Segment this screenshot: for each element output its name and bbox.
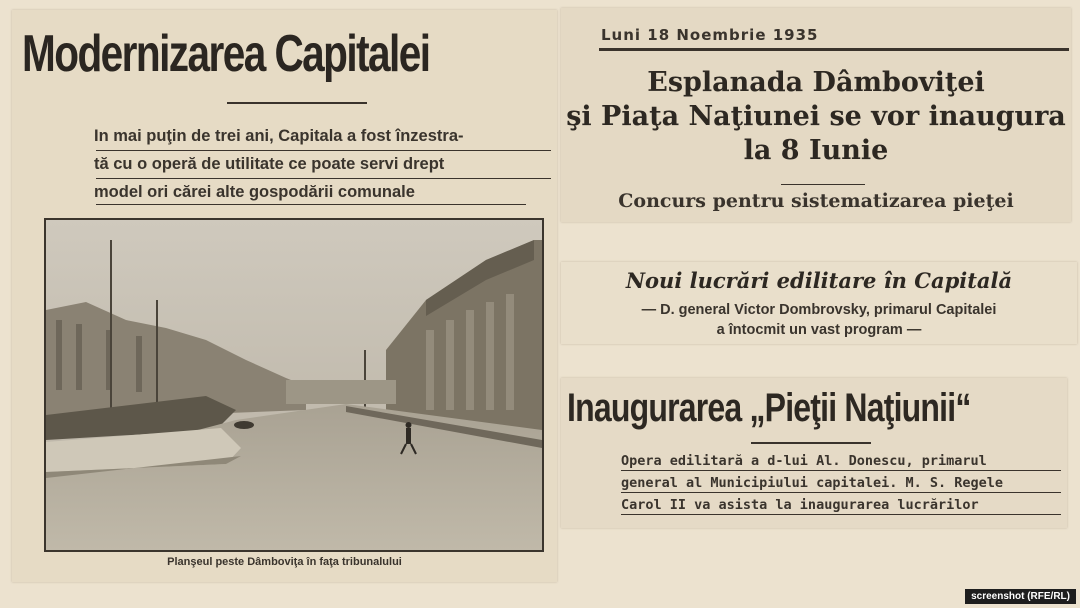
headline-noui-lucrari: Noui lucrări edilitare în Capitală xyxy=(625,268,1013,293)
credit-label: screenshot (RFE/RL) xyxy=(965,589,1076,604)
subhead-line: model ori cărei alte gospodării comunale xyxy=(94,183,415,201)
headline-modernizarea: Modernizarea Capitalei xyxy=(22,25,430,83)
subhead-line: — D. general Victor Dombrovsky, primarul Capitalei xyxy=(641,302,997,318)
street-photo-image xyxy=(46,220,542,550)
subhead-line: a întocmit un vast program — xyxy=(716,322,922,338)
divider xyxy=(781,184,865,185)
photo-caption: Planşeul peste Dâmboviţa în faţa tribunalului xyxy=(167,556,402,568)
headline-line: la 8 Iunie xyxy=(743,135,889,166)
headline-line: Esplanada Dâmboviţei xyxy=(647,67,985,98)
clipping-modernizarea xyxy=(12,10,557,582)
clipping-noui-lucrari xyxy=(561,262,1077,344)
subhead-inaugurarea xyxy=(621,450,1067,516)
divider xyxy=(227,102,367,104)
subhead-line: tă cu o operă de utilitate ce poate servi drept xyxy=(94,155,445,173)
divider xyxy=(599,48,1069,51)
divider xyxy=(751,442,871,444)
subhead-noui-lucrari xyxy=(561,300,1077,340)
clipping-esplanada xyxy=(561,8,1071,222)
subhead-line: Carol II va asista la inaugurarea lucrărilor xyxy=(621,497,979,513)
street-photo xyxy=(44,218,544,552)
subhead-esplanada: Concurs pentru sistematizarea pieţei xyxy=(618,190,1014,212)
subhead-line: Opera edilitară a d-lui Al. Donescu, primarul xyxy=(621,453,987,469)
headline-esplanada xyxy=(561,66,1071,168)
headline-inaugurarea: Inaugurarea „Pieţii Naţiunii“ xyxy=(567,386,971,430)
subhead-line: In mai puţin de trei ani, Capitala a fost înzestra- xyxy=(94,127,464,145)
issue-date: Luni 18 Noembrie 1935 xyxy=(601,26,819,44)
subhead-line: general al Municipiului capitalei. M. S. Regele xyxy=(621,475,1004,491)
headline-line: şi Piaţa Naţiunei se vor inaugura xyxy=(566,101,1066,132)
clipping-inaugurarea xyxy=(561,378,1067,528)
subhead-modernizarea xyxy=(94,122,554,206)
